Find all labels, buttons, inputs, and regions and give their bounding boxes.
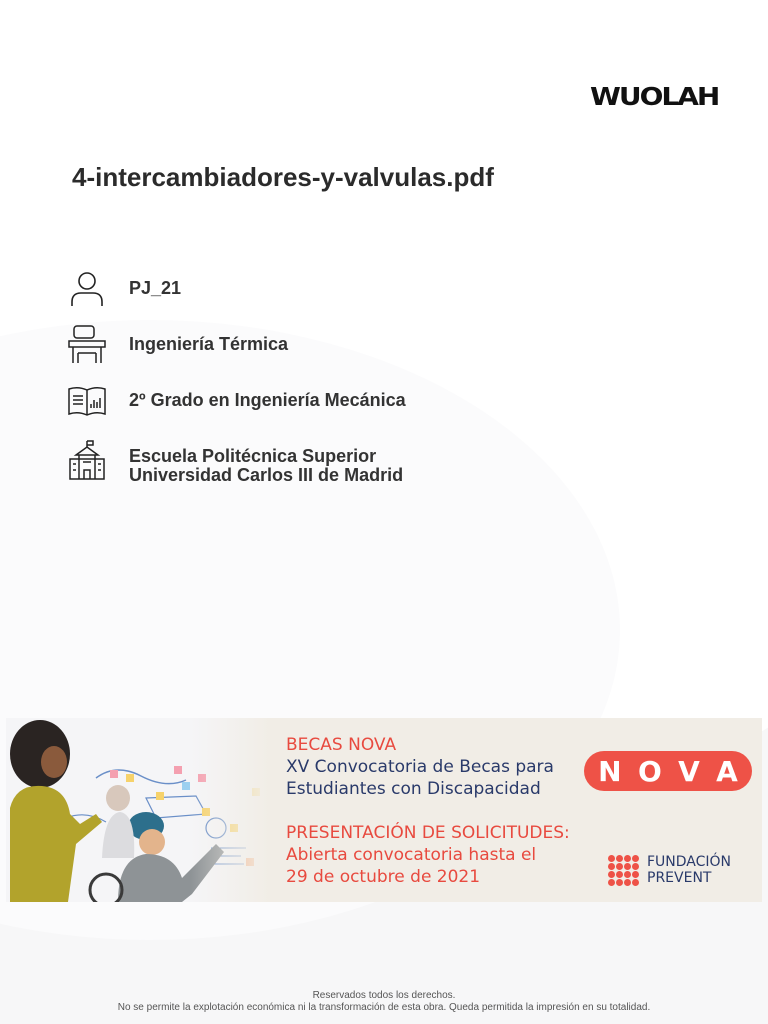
info-row-user	[64, 266, 182, 312]
ad-banner[interactable]	[6, 718, 762, 902]
info-row-degree	[64, 378, 406, 424]
wuolah-logo[interactable]: WUOLAH	[590, 81, 719, 112]
nova-logo	[584, 751, 752, 791]
degree-name: 2º Grado en Ingeniería Mecánica	[129, 390, 406, 410]
nova-letter: O	[637, 754, 662, 788]
footer-rights: Reservados todos los derechos.	[312, 990, 456, 1001]
school-line-1: Escuela Politécnica Superior	[129, 446, 377, 466]
photo-fade	[6, 718, 270, 902]
nova-letter: N	[598, 754, 622, 788]
desk-icon	[64, 322, 110, 368]
school-building-icon	[64, 438, 110, 484]
book-icon	[64, 378, 110, 424]
info-row-school	[64, 438, 404, 485]
fundacion-dots-icon	[608, 855, 639, 886]
info-row-subject	[64, 322, 289, 368]
fundacion-line-1: FUNDACIÓN	[647, 854, 732, 870]
document-title: 4-intercambiadores-y-valvulas.pdf	[72, 162, 494, 192]
subject-name: Ingeniería Térmica	[129, 334, 289, 354]
school-line-2: Universidad Carlos III de Madrid	[129, 465, 404, 485]
banner-line-5: 29 de octubre de 2021	[286, 867, 481, 887]
banner-line-3: PRESENTACIÓN DE SOLICITUDES:	[286, 823, 570, 843]
banner-photo	[6, 718, 270, 902]
fundacion-line-2: PREVENT	[647, 870, 712, 886]
user-icon	[64, 266, 110, 312]
footer-notice: No se permite la explotación económica ni la transformación de esta obra. Queda permitida la impresión en su totalidad.	[117, 1002, 651, 1013]
nova-letter: V	[678, 754, 700, 788]
banner-line-4: Abierta convocatoria hasta el	[286, 845, 537, 865]
fundacion-prevent-logo	[608, 854, 731, 886]
nova-letter: A	[716, 754, 738, 788]
banner-line-1: XV Convocatoria de Becas para	[286, 757, 554, 777]
banner-title: BECAS NOVA	[286, 735, 397, 755]
user-name: PJ_21	[129, 278, 182, 298]
banner-line-2: Estudiantes con Discapacidad	[286, 779, 541, 799]
